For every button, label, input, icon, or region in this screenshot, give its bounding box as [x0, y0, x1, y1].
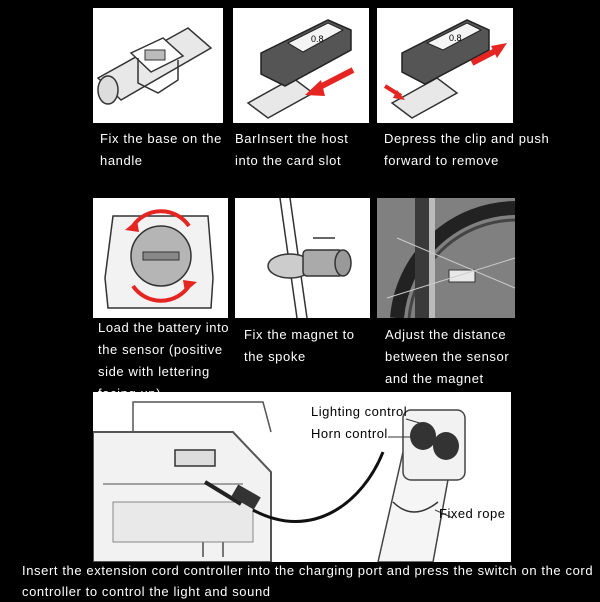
cord-controller-caption: Insert the extension cord controller into the charging port and press the switch on the cord controller to control the light and sound	[22, 563, 594, 599]
step4-illustration	[93, 198, 228, 318]
step2-illustration	[233, 8, 369, 123]
step4-caption: Load the battery into the sensor (positive side with lettering	[98, 320, 230, 379]
step5-illustration	[235, 198, 370, 318]
step1-caption: Fix the base on the handle	[100, 131, 222, 168]
cord-controller-illustration	[93, 392, 511, 562]
step2-caption: BarInsert the host into the card slot	[235, 131, 349, 168]
step6-photo	[377, 198, 515, 318]
svg-text:0.8: 0.8	[449, 33, 462, 43]
lighting-control-label: Lighting control	[311, 404, 408, 419]
svg-text:0.8: 0.8	[311, 34, 324, 44]
step1-illustration	[93, 8, 223, 123]
step3-caption: Depress the clip and push forward to remove	[384, 131, 550, 168]
fixed-rope-label: Fixed rope	[439, 506, 506, 521]
step5-caption: Fix the magnet to the spoke	[244, 327, 355, 364]
step6-caption: Adjust the distance between the sensor and the magnet	[385, 327, 510, 386]
step3-illustration	[377, 8, 513, 123]
horn-control-label: Horn control	[311, 426, 388, 441]
